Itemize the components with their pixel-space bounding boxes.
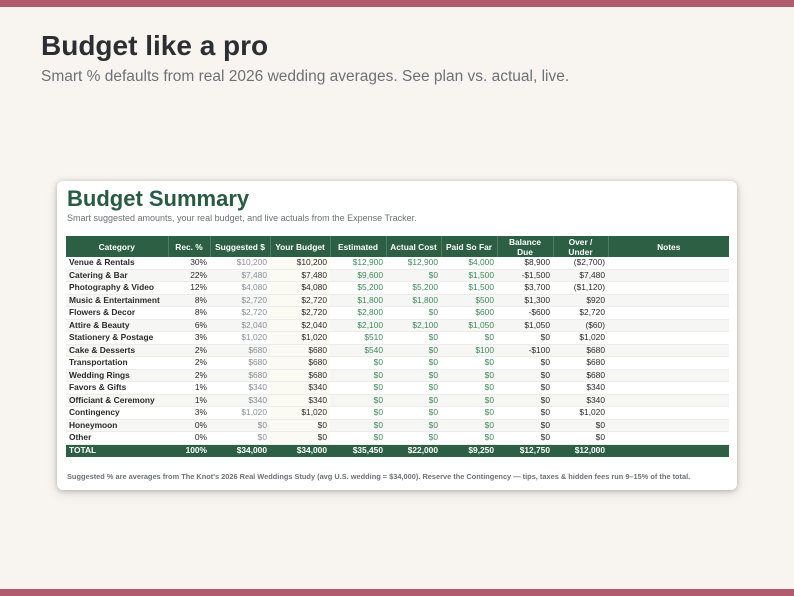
your-budget-cell[interactable]: $340 (270, 394, 330, 407)
table-row (66, 432, 729, 445)
column-header-your-budget[interactable]: Your Budget (270, 236, 330, 257)
your-budget-cell[interactable]: $4,080 (270, 282, 330, 295)
your-budget-cell[interactable]: $2,040 (270, 319, 330, 332)
your-budget-cell[interactable]: $1,020 (270, 407, 330, 420)
total-notes-cell[interactable] (608, 444, 729, 457)
your-budget-cell[interactable]: $7,480 (270, 269, 330, 282)
category-cell[interactable]: Transportation (66, 357, 168, 370)
budget-summary-card (57, 181, 737, 490)
over-under-cell[interactable]: $0 (553, 419, 608, 432)
total-your-budget-cell[interactable]: $34,000 (270, 444, 330, 457)
category-cell[interactable]: Flowers & Decor (66, 307, 168, 320)
over-under-cell[interactable]: $340 (553, 394, 608, 407)
notes-cell[interactable] (608, 269, 729, 282)
estimated-cell[interactable]: $2,100 (330, 319, 386, 332)
category-cell[interactable]: Catering & Bar (66, 269, 168, 282)
balance-due-cell[interactable]: $0 (497, 432, 553, 445)
category-cell[interactable]: Venue & Rentals (66, 257, 168, 269)
balance-due-cell[interactable]: $8,900 (497, 257, 553, 269)
category-cell[interactable]: Music & Entertainment (66, 294, 168, 307)
notes-cell[interactable] (608, 294, 729, 307)
over-under-cell[interactable]: $7,480 (553, 269, 608, 282)
balance-due-cell[interactable]: -$100 (497, 344, 553, 357)
suggested-cell[interactable]: $680 (210, 369, 270, 382)
notes-cell[interactable] (608, 307, 729, 320)
actual-cost-cell[interactable]: $0 (386, 307, 441, 320)
over-under-cell[interactable]: $920 (553, 294, 608, 307)
rec-pct-cell[interactable]: 6% (168, 319, 210, 332)
total-actual-cost-cell[interactable]: $22,000 (386, 444, 441, 457)
balance-due-cell[interactable]: $0 (497, 407, 553, 420)
actual-cost-cell[interactable]: $0 (386, 369, 441, 382)
table-row (66, 307, 729, 320)
category-cell[interactable]: Favors & Gifts (66, 382, 168, 395)
balance-due-cell[interactable]: $3,700 (497, 282, 553, 295)
notes-cell[interactable] (608, 419, 729, 432)
paid-so-far-cell[interactable]: $0 (441, 332, 497, 345)
over-under-cell[interactable]: ($1,120) (553, 282, 608, 295)
your-budget-cell[interactable]: $2,720 (270, 307, 330, 320)
estimated-cell[interactable]: $540 (330, 344, 386, 357)
balance-due-cell[interactable]: -$600 (497, 307, 553, 320)
estimated-cell[interactable]: $0 (330, 382, 386, 395)
category-cell[interactable]: Wedding Rings (66, 369, 168, 382)
balance-due-cell[interactable]: $1,300 (497, 294, 553, 307)
table-row (66, 344, 729, 357)
paid-so-far-cell[interactable]: $0 (441, 419, 497, 432)
rec-pct-cell[interactable]: 8% (168, 307, 210, 320)
rec-pct-cell[interactable]: 0% (168, 419, 210, 432)
total-label-cell[interactable]: TOTAL (66, 444, 168, 457)
balance-due-cell[interactable]: -$1,500 (497, 269, 553, 282)
notes-cell[interactable] (608, 282, 729, 295)
table-row (66, 369, 729, 382)
suggested-cell[interactable]: $2,720 (210, 307, 270, 320)
actual-cost-cell[interactable]: $2,100 (386, 319, 441, 332)
paid-so-far-cell[interactable]: $500 (441, 294, 497, 307)
suggested-cell[interactable]: $7,480 (210, 269, 270, 282)
estimated-cell[interactable]: $0 (330, 407, 386, 420)
bottom-accent-bar (0, 589, 794, 596)
column-header-estimated[interactable]: Estimated (330, 236, 386, 257)
paid-so-far-cell[interactable]: $0 (441, 357, 497, 370)
total-row (66, 444, 729, 457)
rec-pct-cell[interactable]: 30% (168, 257, 210, 269)
category-cell[interactable]: Cake & Desserts (66, 344, 168, 357)
card-title: Budget Summary (67, 186, 250, 211)
column-header-over-under[interactable]: Over / Under (553, 236, 608, 257)
paid-so-far-cell[interactable]: $0 (441, 407, 497, 420)
actual-cost-cell[interactable]: $0 (386, 269, 441, 282)
total-estimated-cell[interactable]: $35,450 (330, 444, 386, 457)
notes-cell[interactable] (608, 407, 729, 420)
actual-cost-cell[interactable]: $0 (386, 432, 441, 445)
column-header-actual-cost[interactable]: Actual Cost (386, 236, 441, 257)
actual-cost-cell[interactable]: $0 (386, 357, 441, 370)
notes-cell[interactable] (608, 369, 729, 382)
rec-pct-cell[interactable]: 12% (168, 282, 210, 295)
rec-pct-cell[interactable]: 3% (168, 407, 210, 420)
paid-so-far-cell[interactable]: $1,500 (441, 282, 497, 295)
table-row (66, 294, 729, 307)
your-budget-cell[interactable]: $340 (270, 382, 330, 395)
page-title: Budget like a pro (41, 30, 269, 61)
your-budget-cell[interactable]: $680 (270, 344, 330, 357)
your-budget-cell[interactable]: $680 (270, 357, 330, 370)
actual-cost-cell[interactable]: $1,800 (386, 294, 441, 307)
notes-cell[interactable] (608, 257, 729, 269)
estimated-cell[interactable]: $12,900 (330, 257, 386, 269)
suggested-cell[interactable]: $340 (210, 382, 270, 395)
total-rec-pct-cell[interactable]: 100% (168, 444, 210, 457)
over-under-cell[interactable]: $1,020 (553, 407, 608, 420)
paid-so-far-cell[interactable]: $0 (441, 394, 497, 407)
actual-cost-cell[interactable]: $0 (386, 394, 441, 407)
paid-so-far-cell[interactable]: $0 (441, 432, 497, 445)
column-header-paid-so-far[interactable]: Paid So Far (441, 236, 497, 257)
balance-due-cell[interactable]: $0 (497, 382, 553, 395)
total-paid-so-far-cell[interactable]: $9,250 (441, 444, 497, 457)
paid-so-far-cell[interactable]: $0 (441, 369, 497, 382)
over-under-cell[interactable]: ($60) (553, 319, 608, 332)
table-row (66, 407, 729, 420)
page-subtitle: Smart % defaults from real 2026 wedding averages. See plan vs. actual, live. (41, 68, 570, 85)
top-accent-bar (0, 0, 794, 7)
table-row (66, 332, 729, 345)
your-budget-cell[interactable]: $2,720 (270, 294, 330, 307)
actual-cost-cell[interactable]: $0 (386, 382, 441, 395)
estimated-cell[interactable]: $0 (330, 357, 386, 370)
over-under-cell[interactable]: $680 (553, 344, 608, 357)
paid-so-far-cell[interactable]: $600 (441, 307, 497, 320)
column-header-suggested[interactable]: Suggested $ (210, 236, 270, 257)
suggested-cell[interactable]: $2,720 (210, 294, 270, 307)
suggested-cell[interactable]: $4,080 (210, 282, 270, 295)
table-row (66, 282, 729, 295)
estimated-cell[interactable]: $2,800 (330, 307, 386, 320)
balance-due-cell[interactable]: $1,050 (497, 319, 553, 332)
paid-so-far-cell[interactable]: $1,500 (441, 269, 497, 282)
estimated-cell[interactable]: $0 (330, 394, 386, 407)
rec-pct-cell[interactable]: 22% (168, 269, 210, 282)
notes-cell[interactable] (608, 382, 729, 395)
over-under-cell[interactable]: $680 (553, 369, 608, 382)
suggested-cell[interactable]: $2,040 (210, 319, 270, 332)
paid-so-far-cell[interactable]: $0 (441, 382, 497, 395)
table-row (66, 382, 729, 395)
over-under-cell[interactable]: $1,020 (553, 332, 608, 345)
table-row (66, 319, 729, 332)
category-cell[interactable]: Officiant & Ceremony (66, 394, 168, 407)
estimated-cell[interactable]: $9,600 (330, 269, 386, 282)
your-budget-cell[interactable]: $10,200 (270, 257, 330, 269)
card-subtitle: Smart suggested amounts, your real budget, and live actuals from the Expense Tracker. (67, 213, 417, 223)
column-header-category[interactable]: Category (66, 236, 168, 257)
category-cell[interactable]: Photography & Video (66, 282, 168, 295)
estimated-cell[interactable]: $0 (330, 369, 386, 382)
budget-table (66, 236, 729, 457)
total-over-under-cell[interactable]: $12,000 (553, 444, 608, 457)
rec-pct-cell[interactable]: 8% (168, 294, 210, 307)
suggested-cell[interactable]: $680 (210, 357, 270, 370)
suggested-cell[interactable]: $1,020 (210, 332, 270, 345)
your-budget-cell[interactable]: $0 (270, 419, 330, 432)
table-row (66, 257, 729, 269)
notes-cell[interactable] (608, 332, 729, 345)
table-row (66, 394, 729, 407)
rec-pct-cell[interactable]: 2% (168, 357, 210, 370)
footnote: Suggested % are averages from The Knot's 2026 Real Weddings Study (avg U.S. wedding = $34,000). Reserve the Contingency — tips, taxes & hidden fees run 9–15% of the total. (67, 472, 691, 481)
suggested-cell[interactable]: $0 (210, 419, 270, 432)
your-budget-cell[interactable]: $0 (270, 432, 330, 445)
suggested-cell[interactable]: $1,020 (210, 407, 270, 420)
actual-cost-cell[interactable]: $0 (386, 332, 441, 345)
category-cell[interactable]: Stationery & Postage (66, 332, 168, 345)
suggested-cell[interactable]: $340 (210, 394, 270, 407)
table-row (66, 419, 729, 432)
paid-so-far-cell[interactable]: $4,000 (441, 257, 497, 269)
total-balance-due-cell[interactable]: $12,750 (497, 444, 553, 457)
balance-due-cell[interactable]: $0 (497, 419, 553, 432)
actual-cost-cell[interactable]: $0 (386, 419, 441, 432)
notes-cell[interactable] (608, 432, 729, 445)
estimated-cell[interactable]: $0 (330, 432, 386, 445)
over-under-cell[interactable]: $2,720 (553, 307, 608, 320)
suggested-cell[interactable]: $0 (210, 432, 270, 445)
rec-pct-cell[interactable]: 3% (168, 332, 210, 345)
your-budget-cell[interactable]: $680 (270, 369, 330, 382)
column-header-rec-pct[interactable]: Rec. % (168, 236, 210, 257)
rec-pct-cell[interactable]: 0% (168, 432, 210, 445)
table-header-row (66, 236, 729, 257)
rec-pct-cell[interactable]: 2% (168, 344, 210, 357)
actual-cost-cell[interactable]: $5,200 (386, 282, 441, 295)
suggested-cell[interactable]: $680 (210, 344, 270, 357)
notes-cell[interactable] (608, 394, 729, 407)
actual-cost-cell[interactable]: $12,900 (386, 257, 441, 269)
suggested-cell[interactable]: $10,200 (210, 257, 270, 269)
over-under-cell[interactable]: $0 (553, 432, 608, 445)
paid-so-far-cell[interactable]: $100 (441, 344, 497, 357)
balance-due-cell[interactable]: $0 (497, 394, 553, 407)
category-cell[interactable]: Honeymoon (66, 419, 168, 432)
over-under-cell[interactable]: $340 (553, 382, 608, 395)
column-header-notes[interactable]: Notes (608, 236, 729, 257)
your-budget-cell[interactable]: $1,020 (270, 332, 330, 345)
category-cell[interactable]: Other (66, 432, 168, 445)
actual-cost-cell[interactable]: $0 (386, 407, 441, 420)
balance-due-cell[interactable]: $0 (497, 332, 553, 345)
category-cell[interactable]: Attire & Beauty (66, 319, 168, 332)
actual-cost-cell[interactable]: $0 (386, 344, 441, 357)
table-row (66, 357, 729, 370)
estimated-cell[interactable]: $1,800 (330, 294, 386, 307)
notes-cell[interactable] (608, 357, 729, 370)
notes-cell[interactable] (608, 319, 729, 332)
rec-pct-cell[interactable]: 1% (168, 382, 210, 395)
paid-so-far-cell[interactable]: $1,050 (441, 319, 497, 332)
over-under-cell[interactable]: ($2,700) (553, 257, 608, 269)
rec-pct-cell[interactable]: 1% (168, 394, 210, 407)
estimated-cell[interactable]: $5,200 (330, 282, 386, 295)
table-row (66, 269, 729, 282)
category-cell[interactable]: Contingency (66, 407, 168, 420)
balance-due-cell[interactable]: $0 (497, 357, 553, 370)
over-under-cell[interactable]: $680 (553, 357, 608, 370)
estimated-cell[interactable]: $510 (330, 332, 386, 345)
column-header-balance-due[interactable]: Balance Due (497, 236, 553, 257)
total-suggested-cell[interactable]: $34,000 (210, 444, 270, 457)
estimated-cell[interactable]: $0 (330, 419, 386, 432)
balance-due-cell[interactable]: $0 (497, 369, 553, 382)
rec-pct-cell[interactable]: 2% (168, 369, 210, 382)
notes-cell[interactable] (608, 344, 729, 357)
